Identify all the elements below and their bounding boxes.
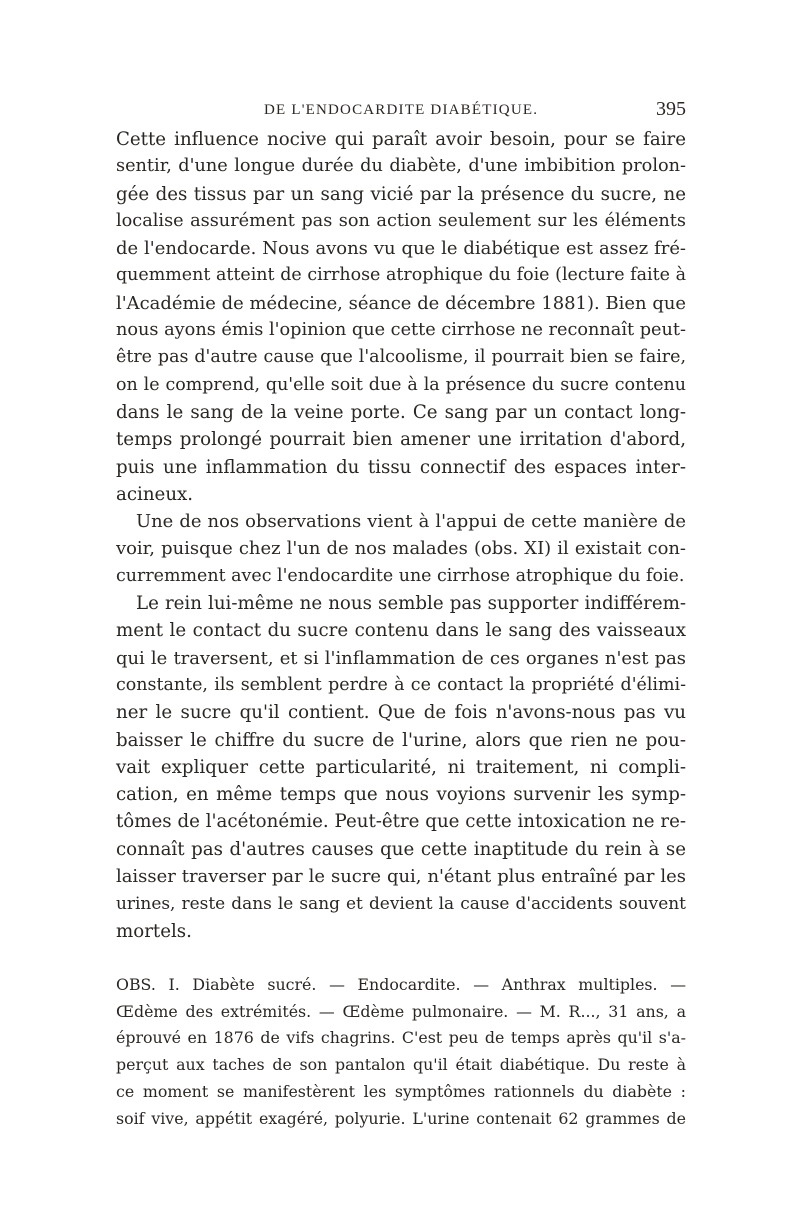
text-line: baisser le chiffre du sucre de l'urine, alors que rien ne pou-: [116, 729, 686, 751]
text-line: ner le sucre qu'il contient. Que de fois n'avons-nous pas vu: [116, 702, 686, 724]
text-line: localise assurément pas son action seulement sur les éléments: [116, 210, 686, 231]
text-line: on le comprend, qu'elle soit due à la présence du sucre contenu: [116, 374, 686, 395]
observation-note: [116, 972, 686, 1132]
text-line: ment le contact du sucre contenu dans le sang des vaisseaux: [116, 620, 686, 642]
text-line: acineux.: [116, 483, 194, 505]
text-line: constante, ils semblent perdre à ce contact la propriété d'élimi-: [116, 674, 686, 695]
obs-line: OBS. I. Diabète sucré. — Endocardite. — Anthrax multiples. —: [116, 975, 686, 994]
text-line: sentir, d'une longue durée du diabète, d'une imbibition prolon-: [116, 156, 686, 177]
text-line: dans le sang de la veine porte. Ce sang par un contact long-: [116, 401, 686, 423]
page-number: 395: [656, 98, 686, 120]
obs-line: Œdème des extrémités. — Œdème pulmonaire. — M. R..., 31 ans, a: [116, 1001, 686, 1021]
text-line: Cette influence nocive qui paraît avoir besoin, pour se faire: [116, 129, 686, 150]
running-head: [116, 98, 686, 128]
text-line: urines, reste dans le sang et devient la cause d'accidents souvent: [116, 893, 686, 914]
text-line: quemment atteint de cirrhose atrophique du foie (lecture faite à: [116, 265, 686, 286]
text-line: voir, puisque chez l'un de nos malades (obs. XI) il existait con-: [116, 538, 686, 560]
text-line: puis une inflammation du tissu connectif des espaces inter-: [116, 456, 686, 478]
running-head-title: DE L'ENDOCARDITE DIABÉTIQUE.: [264, 102, 539, 118]
text-line: nous ayons émis l'opinion que cette cirrhose ne reconnaît peut-: [116, 320, 686, 341]
body-text: [116, 126, 686, 945]
text-line: l'Académie de médecine, séance de décembre 1881). Bien que: [116, 292, 686, 314]
text-line: être pas d'autre cause que l'alcoolisme, il pourrait bien se faire,: [116, 347, 686, 368]
text-line: temps prolongé pourrait bien amener une irritation d'abord,: [116, 429, 686, 451]
text-line: de l'endocarde. Nous avons vu que le diabétique est assez fré-: [116, 238, 686, 260]
text-line: Le rein lui-même ne nous semble pas supporter indifférem-: [136, 593, 686, 615]
text-line: tômes de l'acétonémie. Peut-être que cette intoxication ne re-: [116, 811, 686, 833]
obs-line: ce moment se manifestèrent les symptômes rationnels du diabète :: [116, 1081, 686, 1101]
text-line: connaît pas d'autres causes que cette inaptitude du rein à se: [116, 838, 686, 860]
text-line: qui le traversent, et si l'inflammation de ces organes n'est pas: [116, 647, 686, 669]
text-line: Une de nos observations vient à l'appui de cette manière de: [136, 511, 686, 533]
obs-line: éprouvé en 1876 de vifs chagrins. C'est peu de temps après qu'il s'a-: [116, 1028, 686, 1048]
text-line: cation, en même temps que nous voyions survenir les symp-: [116, 784, 686, 806]
obs-line: soif vive, appétit exagéré, polyurie. L'urine contenait 62 grammes de: [116, 1108, 686, 1128]
text-line: vait expliquer cette particularité, ni traitement, ni compli-: [116, 756, 686, 778]
text-line: laisser traverser par le sucre qui, n'étant plus entraîné par les: [116, 866, 686, 888]
obs-line: perçut aux taches de son pantalon qu'il était diabétique. Du reste à: [116, 1055, 686, 1075]
text-line: curremment avec l'endocardite une cirrhose atrophique du foie.: [116, 565, 685, 586]
text-line: mortels.: [116, 920, 192, 942]
text-line: gée des tissus par un sang vicié par la présence du sucre, ne: [116, 183, 686, 205]
